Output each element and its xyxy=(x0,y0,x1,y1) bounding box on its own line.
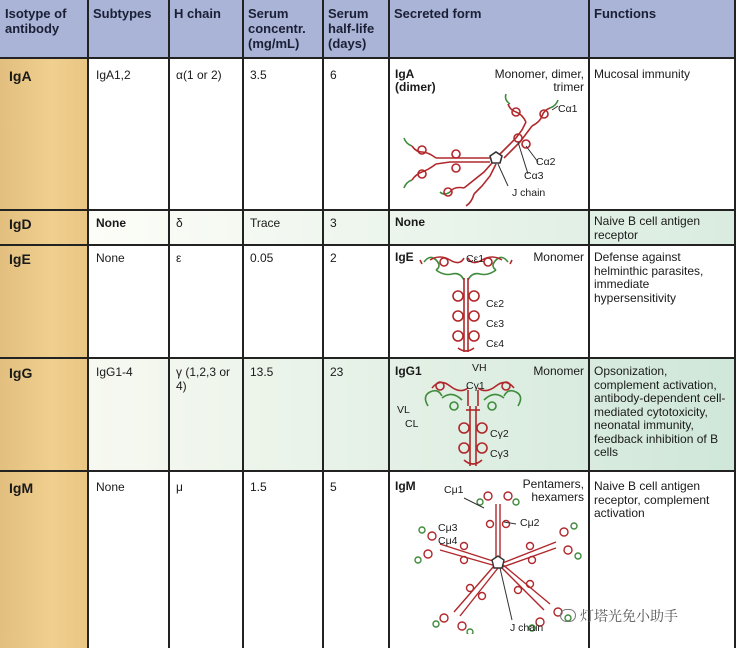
watermark: 灯塔光免小助手 xyxy=(560,606,678,626)
isotype-igm: IgM xyxy=(9,480,34,496)
subtypes-igg: IgG1-4 xyxy=(96,365,133,379)
hchain-igm: μ xyxy=(176,480,183,494)
serum-iga: 3.5 xyxy=(250,68,267,82)
label-ca3: Cα3 xyxy=(524,170,544,182)
functions-igg: Opsonization, complement activation, antibody-dependent cell-mediated cytotoxicity, neonatal immunity, feedback inhibition of B cells xyxy=(594,364,726,459)
label-ce2: Cε2 xyxy=(486,298,505,310)
grid-line xyxy=(242,0,244,648)
secreted-title-igd: None xyxy=(395,215,425,229)
label-cm3: Cμ3 xyxy=(438,522,458,534)
halflife-igg: 23 xyxy=(330,365,344,379)
label-vl: VL xyxy=(397,404,410,416)
secreted-title-igm: IgM xyxy=(395,479,416,493)
label-ca1: Cα1 xyxy=(558,103,578,115)
wechat-icon xyxy=(560,609,576,622)
label-cm1: Cμ1 xyxy=(444,484,464,496)
isotype-iga: IgA xyxy=(9,68,32,84)
functions-igm: Naive B cell antigen receptor, complement activation xyxy=(594,479,710,520)
secreted-note-igg: Monomer xyxy=(533,364,584,378)
label-ca2: Cα2 xyxy=(536,156,556,168)
label-cg1: Cγ1 xyxy=(466,380,485,392)
grid-line xyxy=(322,0,324,648)
grid-line xyxy=(0,209,736,211)
label-ce3: Cε3 xyxy=(486,318,505,330)
secreted-title-iga: IgA (dimer) xyxy=(395,67,436,94)
grid-line xyxy=(588,0,590,648)
secreted-note-ige: Monomer xyxy=(533,250,584,264)
halflife-iga: 6 xyxy=(330,68,337,82)
label-ce4: Cε4 xyxy=(486,338,505,350)
label-cl: CL xyxy=(405,418,419,430)
secreted-title-ige: IgE xyxy=(395,250,414,264)
header-halflife: Serum half-life (days) xyxy=(323,0,389,58)
label-jchain-igm: J chain xyxy=(510,622,544,634)
hchain-igg: γ (1,2,3 or 4) xyxy=(176,365,231,393)
label-cg3: Cγ3 xyxy=(490,448,509,460)
hchain-iga: α(1 or 2) xyxy=(176,68,222,82)
header-hchain: H chain xyxy=(169,0,243,58)
isotype-igd: IgD xyxy=(9,216,32,232)
hchain-igd: δ xyxy=(176,216,183,230)
subtypes-igm: None xyxy=(96,480,125,494)
serum-igg: 13.5 xyxy=(250,365,274,379)
header-subtypes: Subtypes xyxy=(88,0,169,58)
halflife-ige: 2 xyxy=(330,251,337,265)
label-cm2: Cμ2 xyxy=(520,517,540,529)
header-isotype: Isotype of antibody xyxy=(0,0,88,58)
serum-ige: 0.05 xyxy=(250,251,274,265)
isotype-ige: IgE xyxy=(9,251,31,267)
label-jchain-iga: J chain xyxy=(512,187,546,199)
grid-line xyxy=(168,0,170,648)
functions-igd: Naive B cell antigen receptor xyxy=(594,214,701,242)
isotype-column xyxy=(0,58,88,648)
halflife-igd: 3 xyxy=(330,216,337,230)
header-functions: Functions xyxy=(589,0,736,58)
label-cm4: Cμ4 xyxy=(438,535,458,547)
serum-igd: Trace xyxy=(250,216,281,230)
grid-line xyxy=(87,0,89,648)
grid-line xyxy=(0,244,736,246)
subtypes-ige: None xyxy=(96,251,125,265)
serum-igm: 1.5 xyxy=(250,480,267,494)
functions-iga: Mucosal immunity xyxy=(594,67,691,81)
grid-line xyxy=(0,470,736,472)
header-serum: Serum concentr. (mg/mL) xyxy=(243,0,323,58)
subtypes-igd: None xyxy=(96,216,126,230)
secreted-title-igg: IgG1 xyxy=(395,364,422,378)
functions-ige: Defense against helminthic parasites, immediate hypersensitivity xyxy=(594,250,704,305)
grid-line xyxy=(0,57,736,59)
secreted-note-igm: Pentamers, hexamers xyxy=(522,477,584,504)
halflife-igm: 5 xyxy=(330,480,337,494)
header-secreted: Secreted form xyxy=(389,0,589,58)
grid-line xyxy=(0,357,736,359)
grid-line xyxy=(388,0,390,648)
label-cg2: Cγ2 xyxy=(490,428,509,440)
label-vh: VH xyxy=(472,362,487,374)
secreted-note-iga: Monomer, dimer, trimer xyxy=(494,67,584,94)
hchain-ige: ε xyxy=(176,251,182,265)
iga-dimer-diagram xyxy=(392,92,586,208)
isotype-igg: IgG xyxy=(9,365,33,381)
label-ce1: Cε1 xyxy=(466,253,485,265)
subtypes-iga: IgA1,2 xyxy=(96,68,131,82)
